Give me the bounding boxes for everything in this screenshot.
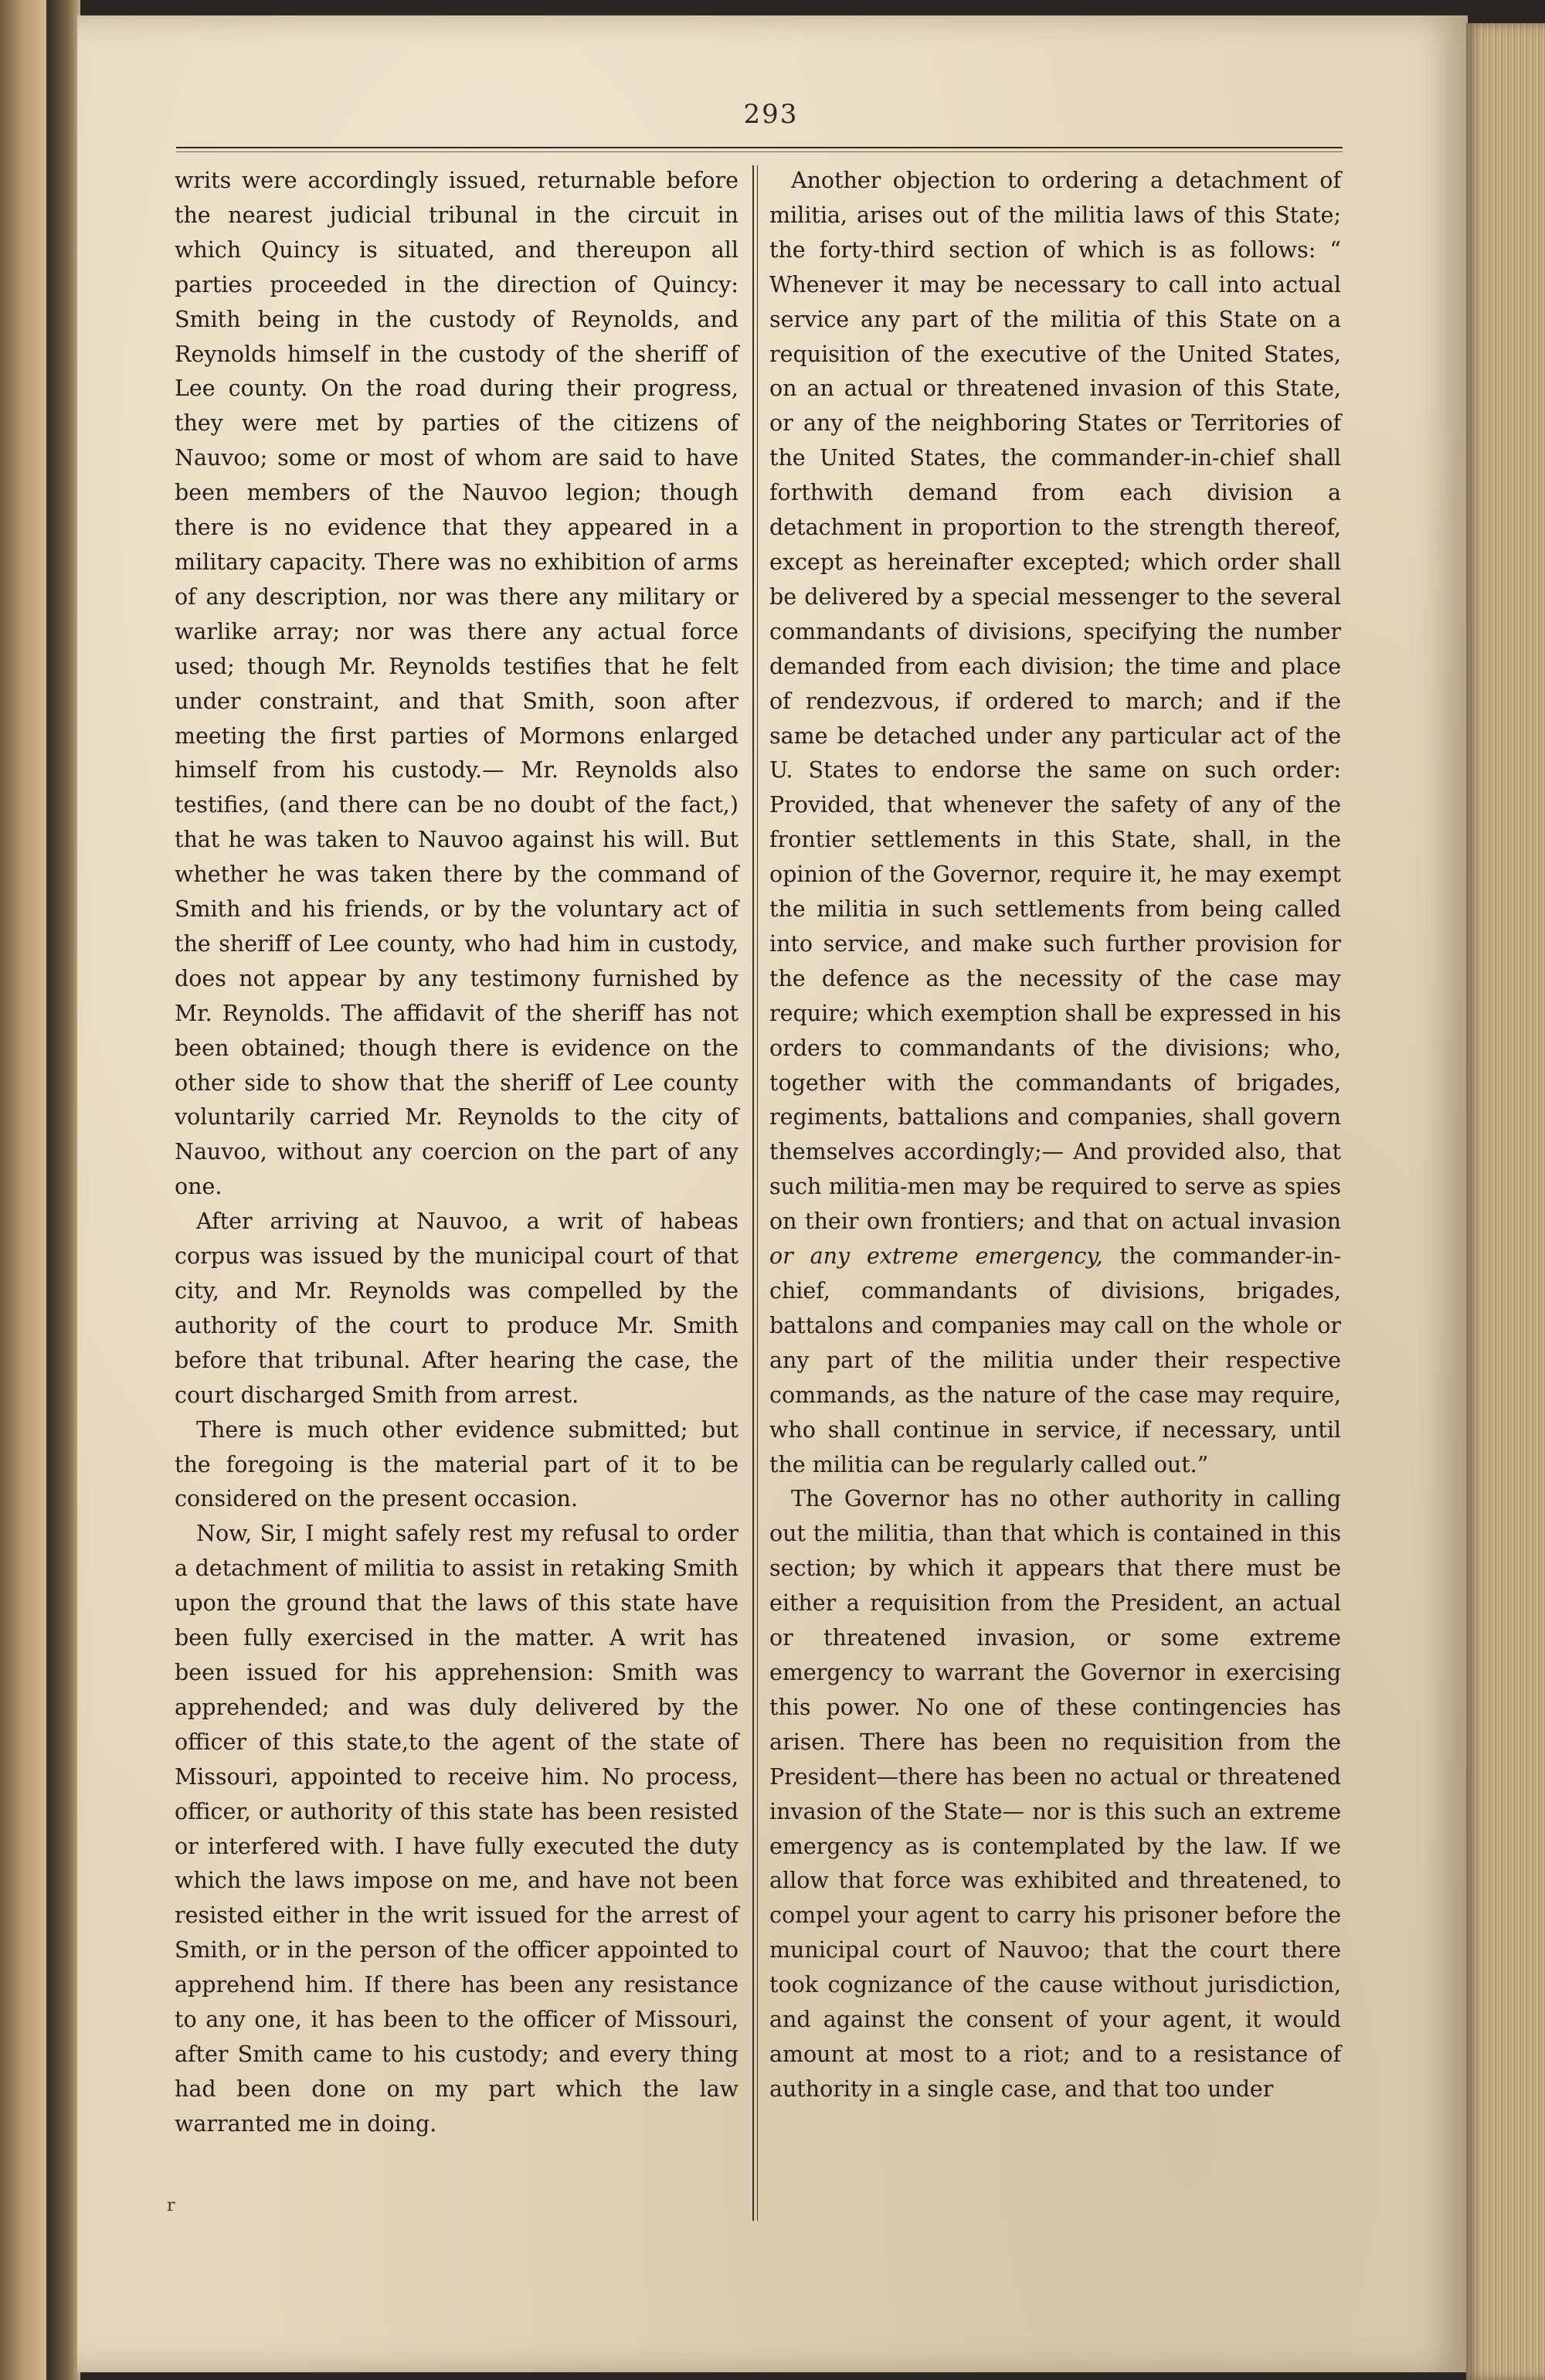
right-paragraph-text: Another objection to ordering a detachment of militia, arises out of the militia laws of this State; the forty-third section of which is as follows: “ Whenever it may be necessary to call into actual service any part of the militia of this State on a requisition of the executive of the United States, on an actual or threatened invasion of this State, or any of the neighboring States or Territories of the United States, the commander-in-chief shall forthwith demand from each division a detachment in proportion to the strength thereof, except as hereinafter excepted; which order shall be delivered by a special messenger to the several commandants of divisions, specifying the number demanded from each division; the time and place of rendezvous, if ordered to march; and if the same be detached under any particular act of the U. States to endorse the same on such order: Provided, that whenever the safety of any of the frontier settlements in this State, shall, in the opinion of the Governor, require it, he may exempt the militia in such settlements from being called into service, and make such further provision for the defence as the necessity of the case may require; which exemption shall be expressed in his orders to commandants of the divisions; who, together with the commandants of brigades, regiments, battalions and companies, shall govern themselves accordingly;— And provided also, that such militia-men may be required to serve as spies on their own frontiers; and that on actual invasion [769,168,1341,1235]
left-column [175,164,739,2142]
book-gutter [49,0,80,2380]
facing-page-edge [0,0,49,2380]
left-paragraph: writs were accordingly issued, returnable before the nearest judicial tribunal in the circuit in which Quincy is situated, and thereupon all parties proceeded in the direction of Quincy: Smith being in the custody of Reynolds, and Reynolds himself in the custody of the sheriff of Lee county. On the road during their progress, they were met by parties of the citizens of Nauvoo; some or most of whom are said to have been members of the Nauvoo legion; though there is no evidence that they appeared in a military capacity. There was no exhibition of arms of any description, nor was there any military or warlike array; nor was there any actual force used; though Mr. Reynolds testifies that he felt under constraint, and that Smith, soon after meeting the first parties of Mormons enlarged himself from his custody.— Mr. Reynolds also testifies, (and there can be no doubt of the fact,) that he was taken to Nauvoo against his will. But whether he was taken there by the command of Smith and his friends, or by the voluntary act of the sheriff of Lee county, who had him in custody, does not appear by any testimony furnished by Mr. Reynolds. The affidavit of the sheriff has not been obtained; though there is evidence on the other side to show that the sheriff of Lee county voluntarily carried Mr. Reynolds to the city of Nauvoo, without any coercion on the part of any one. [175,168,739,1200]
left-paragraph: Now, Sir, I might safely rest my refusal to order a detachment of militia to assist in retaking Smith upon the ground that the laws of this state have been fully exercised in the matter. A writ has been issued for his apprehension: Smith was apprehended; and was duly delivered by the officer of this state,to the agent of the state of Missouri, appointed to receive him. No process, officer, or authority of this state has been resisted or interfered with. I have fully executed the duty which the laws impose on me, and have not been resisted either in the writ issued for the arrest of Smith, or in the person of the officer appointed to apprehend him. If there has been any resistance to any one, it has been to the officer of Missouri, after Smith came to his custody; and every thing had been done on my part which the law warranted me in doing. [175,1521,739,2137]
italic-phrase: or any extreme emergency, [769,1243,1103,1270]
right-paragraph: The Governor has no other authority in calling out the militia, than that which is contained in this section; by which it appears that there must be either a requisition from the President, an actual or threatened invasion, or some extreme emergency to warrant the Governor in exercising this power. No one of these contingencies has arisen. There has been no requisition from the President—there has been no actual or threatened invasion of the State— nor is this such an extreme emergency as is contemplated by the law. If we allow that force was exhibited and threatened, to compel your agent to carry his prisoner before the municipal court of Nauvoo; that the court there took cognizance of the cause without jurisdiction, and against the consent of your agent, it would amount at most to a riot; and to a resistance of authority in a single case, and that too under [769,1486,1341,2102]
right-paragraph-text: the commander-in-chief, commandants of divisions, brigades, battalons and companies may call on the whole or any part of the militia under their respective commands, as the nature of the case may require, who shall continue in service, if necessary, until the militia can be regularly called out.” [769,1243,1341,1477]
left-paragraph: There is much other evidence submitted; but the foregoing is the material part of it to be considered on the present occasion. [175,1416,739,1512]
right-column [769,164,1341,2107]
column-divider-thin [757,165,758,2221]
right-paragraph [769,164,1341,1482]
header-rule [176,147,1343,148]
footer-mark: r [167,2196,175,2215]
page-number: 293 [743,99,799,130]
page-stack-edge [1466,23,1545,2380]
header-rule-thin [176,151,1343,152]
column-divider [752,165,754,2221]
left-paragraph: After arriving at Nauvoo, a writ of habeas corpus was issued by the municipal court of that city, and Mr. Reynolds was compelled by the authority of the court to produce Mr. Smith before that tribunal. After hearing the case, the court discharged Smith from arrest. [175,1209,739,1408]
